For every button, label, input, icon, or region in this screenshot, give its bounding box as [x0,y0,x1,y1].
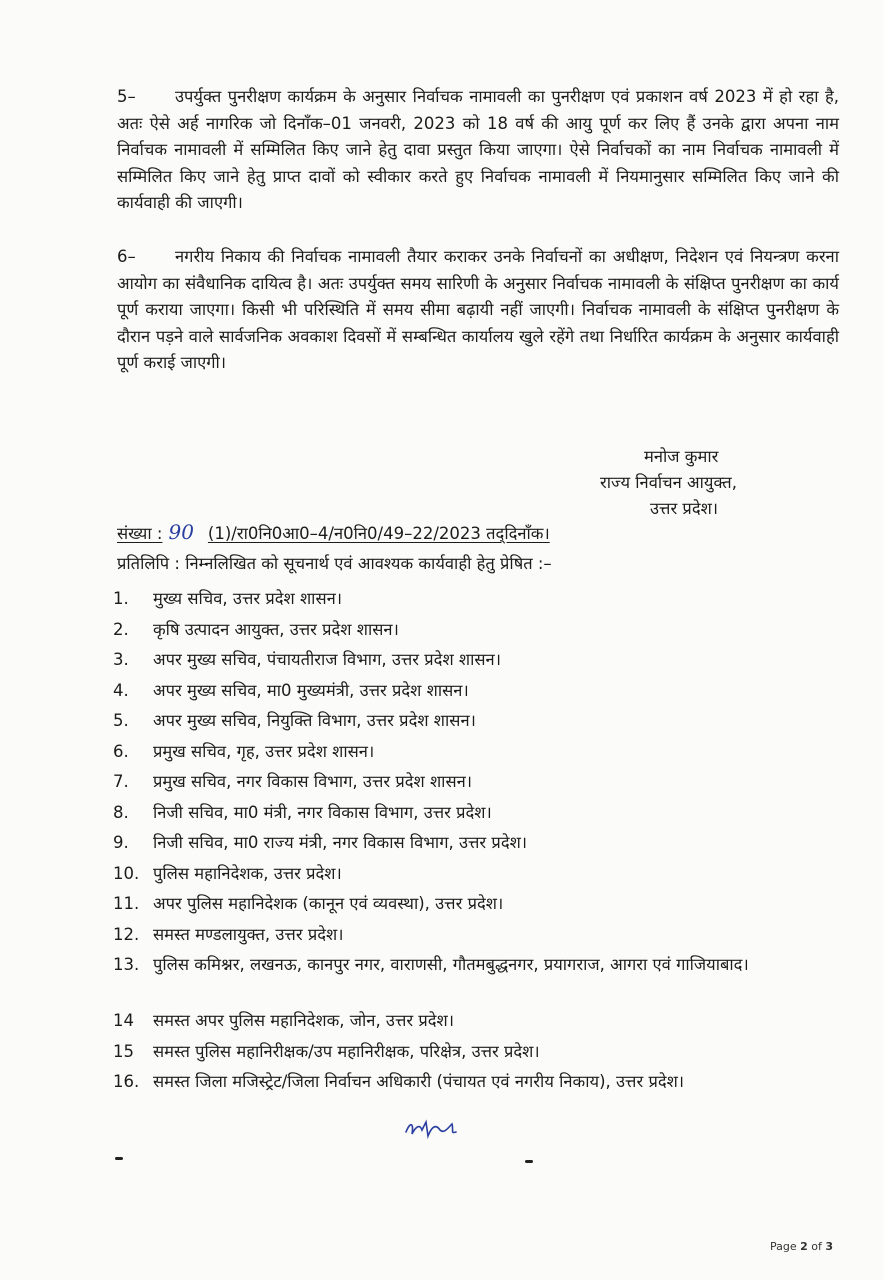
list-item [0,647,883,678]
list-item-text: अपर मुख्य सचिव, पंचायतीराज विभाग, उत्तर प्रदेश शासन। [153,650,501,669]
page-of: of [811,1240,822,1253]
list-item-number: 12. [113,924,140,944]
list-item-number: 16. [113,1072,140,1091]
list-item [0,922,883,953]
list-item-text: अपर मुख्य सचिव, मा0 मुख्यमंत्री, उत्तर प्रदेश शासन। [153,680,469,700]
list-item-text: प्रमुख सचिव, नगर विकास विभाग, उत्तर प्रदेश शासन। [153,772,473,791]
list-item-text: अपर पुलिस महानिदेशक (कानून एवं व्यवस्था), उत्तर प्रदेश। [153,894,504,913]
list-item [0,800,883,831]
list-item-number: 9. [113,833,129,852]
signatory-state: उत्तर प्रदेश। [650,499,719,518]
list-item-number: 4. [113,680,129,700]
handwritten-reference-number: 90 [168,520,194,544]
list-item-number: 3. [113,650,129,669]
list-item [0,891,883,922]
list-item [0,1008,883,1039]
list-item [0,739,883,770]
signatory-name: मनोज कुमार [644,447,719,466]
list-item-number: 11. [113,894,140,913]
paragraph-5-text: उपर्युक्त पुनरीक्षण कार्यक्रम के अनुसार निर्वाचक नामावली का पुनरीक्षण एवं प्रकाशन वर्ष 2023 में हो रहा है, अतः ऐसे अर्ह नागरिक जो दिनाँक–01 जनवरी, 2023 को 18 वर्ष की आयु पूर्ण कर लिए हैं उनके द्वारा अपना नाम निर्वाचक नामावली में सम्मिलित किए जाने हेतु दावा प्रस्तुत किया जाएगा। ऐसे निर्वाचकों का नाम निर्वाचक नामावली में सम्मिलित किए जाने हेतु प्राप्त दावों को स्वीकार करते हुए निर्वाचक नामावली में नियमानुसार सम्मिलित किए जाने की कार्यवाही की जाएगी। [117,87,839,212]
list-item-text: पुलिस कमिश्नर, लखनऊ, कानपुर नगर, वाराणसी, गौतमबुद्धनगर, प्रयागराज, आगरा एवं गाजियाबाद। [153,955,749,974]
paragraph-6 [117,244,839,377]
copy-to-line: प्रतिलिपि : निम्नलिखित को सूचनार्थ एवं आवश्यक कार्यवाही हेतु प्रेषित :– [117,554,552,573]
paragraph-6-text: नगरीय निकाय की निर्वाचक नामावली तैयार कराकर उनके निर्वाचनों का अधीक्षण, निदेशन एवं नियन्त्रण करना आयोग का संवैधानिक दायित्व है। अतः उपर्युक्त समय सारिणी के अनुसार निर्वाचक नामावली के संक्षिप्त पुनरीक्षण का कार्य पूर्ण कराया जाएगा। किसी भी परिस्थिति में समय सीमा बढ़ायी नहीं जाएगी। निर्वाचक नामावली के संक्षिप्त पुनरीक्षण के दौरान पड़ने वाले सार्वजनिक अवकाश दिवसों में सम्बन्धित कार्यालय खुले रहेंगे तथा निर्धारित कार्यक्रम के अनुसार कार्यवाही पूर्ण कराई जाएगी। [117,247,839,372]
list-item-number: 13. [113,955,140,974]
punch-mark [115,1157,123,1160]
list-item-text: समस्त मण्डलायुक्त, उत्तर प्रदेश। [153,924,344,944]
list-item-text: समस्त पुलिस महानिरीक्षक/उप महानिरीक्षक, परिक्षेत्र, उत्तर प्रदेश। [153,1041,540,1061]
page-total: 3 [825,1240,834,1253]
list-item-number: 15 [113,1041,134,1061]
list-item [0,769,883,800]
reference-label: संख्या : [117,524,163,543]
list-item-text: मुख्य सचिव, उत्तर प्रदेश शासन। [153,589,343,608]
list-item [0,586,883,617]
list-item-text: समस्त जिला मजिस्ट्रेट/जिला निर्वाचन अधिकारी (पंचायत एवं नगरीय निकाय), उत्तर प्रदेश। [153,1072,685,1091]
paragraph-5-number: 5– [117,87,136,106]
list-item-number: 5. [113,711,129,730]
list-item [0,830,883,861]
list-item [0,952,883,1008]
list-item [0,617,883,648]
list-item-text: अपर मुख्य सचिव, नियुक्ति विभाग, उत्तर प्रदेश शासन। [153,711,476,730]
list-item-text: पुलिस महानिदेशक, उत्तर प्रदेश। [153,863,342,883]
reference-number-line [117,520,847,546]
recipient-list [0,586,883,1123]
list-item-number: 2. [113,619,129,639]
handwritten-initials-icon [402,1114,462,1142]
page-number-footer [770,1240,833,1253]
reference-rest: (1)/रा0नि0आ0–4/न0नि0/49–22/2023 तद्‌दिनाँक। [207,524,550,543]
list-item-number: 14 [113,1011,134,1030]
list-item-number: 6. [113,741,129,761]
punch-mark [525,1160,533,1163]
list-item [0,708,883,739]
list-item-number: 7. [113,772,129,791]
paragraph-6-number: 6– [117,247,136,266]
page-label: Page [770,1240,797,1253]
list-item-text: निजी सचिव, मा0 राज्य मंत्री, नगर विकास विभाग, उत्तर प्रदेश। [153,833,528,852]
signature-block [600,444,840,522]
list-item-text: कृषि उत्पादन आयुक्त, उत्तर प्रदेश शासन। [153,619,399,639]
list-item-text: समस्त अपर पुलिस महानिदेशक, जोन, उत्तर प्रदेश। [153,1011,454,1030]
list-item [0,861,883,892]
list-item-number: 10. [113,863,140,883]
signatory-designation: राज्य निर्वाचन आयुक्त, [600,473,737,492]
list-item-number: 8. [113,802,129,822]
list-item [0,1039,883,1070]
paragraph-5 [117,84,839,217]
list-item-text: प्रमुख सचिव, गृह, उत्तर प्रदेश शासन। [153,741,375,761]
list-item [0,678,883,709]
list-item-number: 1. [113,589,129,608]
page-current: 2 [800,1240,808,1253]
list-item-text: निजी सचिव, मा0 मंत्री, नगर विकास विभाग, उत्तर प्रदेश। [153,802,492,822]
